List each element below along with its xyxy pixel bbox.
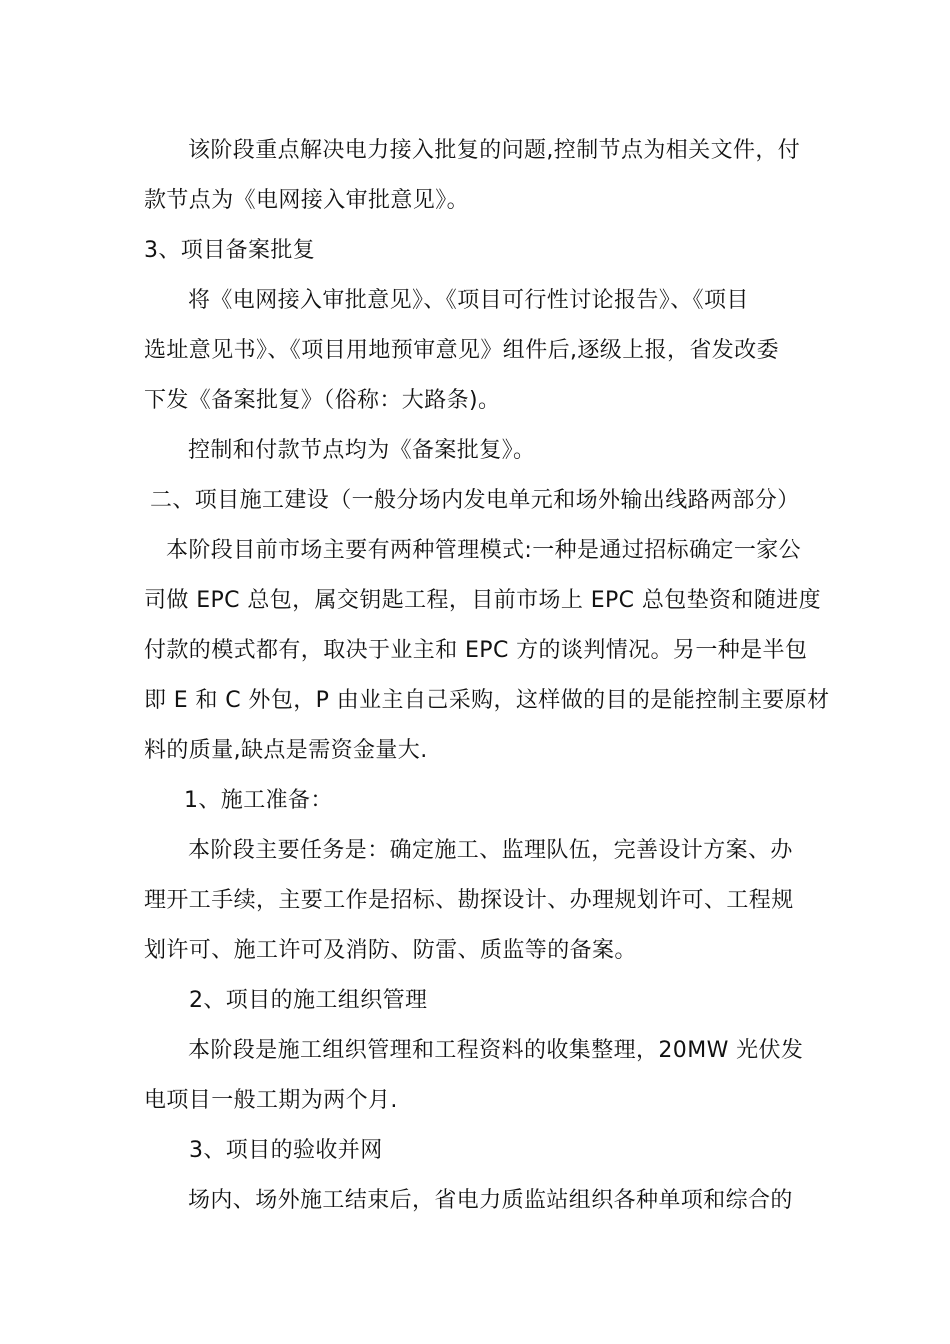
section-heading: 1、施工准备： — [184, 788, 333, 813]
paragraph-line: 料的质量,缺点是需资金量大. — [144, 738, 428, 763]
paragraph-line: 电项目一般工期为两个月. — [144, 1088, 398, 1113]
section-heading: 3、项目备案批复 — [144, 238, 316, 263]
paragraph-line: 场内、场外施工结束后，省电力质监站组织各种单项和综合的 — [188, 1188, 793, 1213]
paragraph-line: 将《电网接入审批意见》、《项目可行性讨论报告》、《项目 — [188, 288, 749, 313]
paragraph-line: 司做 EPC 总包，属交钥匙工程，目前市场上 EPC 总包垫资和随进度 — [144, 588, 822, 613]
paragraph-line: 该阶段重点解决电力接入批复的问题,控制节点为相关文件，付 — [188, 138, 801, 163]
paragraph-line: 下发《备案批复》（俗称：大路条)。 — [144, 388, 501, 413]
paragraph-line: 本阶段主要任务是：确定施工、监理队伍，完善设计方案、办 — [188, 838, 793, 863]
paragraph-line: 划许可、施工许可及消防、防雷、质监等的备案。 — [144, 938, 637, 963]
paragraph-line: 本阶段是施工组织管理和工程资料的收集整理，20MW 光伏发 — [188, 1038, 804, 1063]
chapter-heading: 二、项目施工建设（一般分场内发电单元和场外输出线路两部分） — [150, 488, 800, 513]
paragraph-line: 选址意见书》、《项目用地预审意见》组件后,逐级上报，省发改委 — [144, 338, 779, 363]
paragraph-line: 控制和付款节点均为《备案批复》。 — [188, 438, 536, 463]
section-heading: 2、项目的施工组织管理 — [189, 988, 428, 1013]
paragraph-line: 本阶段目前市场主要有两种管理模式:一种是通过招标确定一家公 — [166, 538, 802, 563]
section-heading: 3、项目的验收并网 — [189, 1138, 383, 1163]
paragraph-line: 即 E 和 C 外包，P 由业主自己采购，这样做的目的是能控制主要原材 — [144, 688, 830, 713]
paragraph-line: 付款的模式都有，取决于业主和 EPC 方的谈判情况。另一种是半包 — [144, 638, 808, 663]
paragraph-line: 理开工手续，主要工作是招标、勘探设计、办理规划许可、工程规 — [144, 888, 794, 913]
paragraph-line: 款节点为《电网接入审批意见》。 — [144, 188, 470, 213]
